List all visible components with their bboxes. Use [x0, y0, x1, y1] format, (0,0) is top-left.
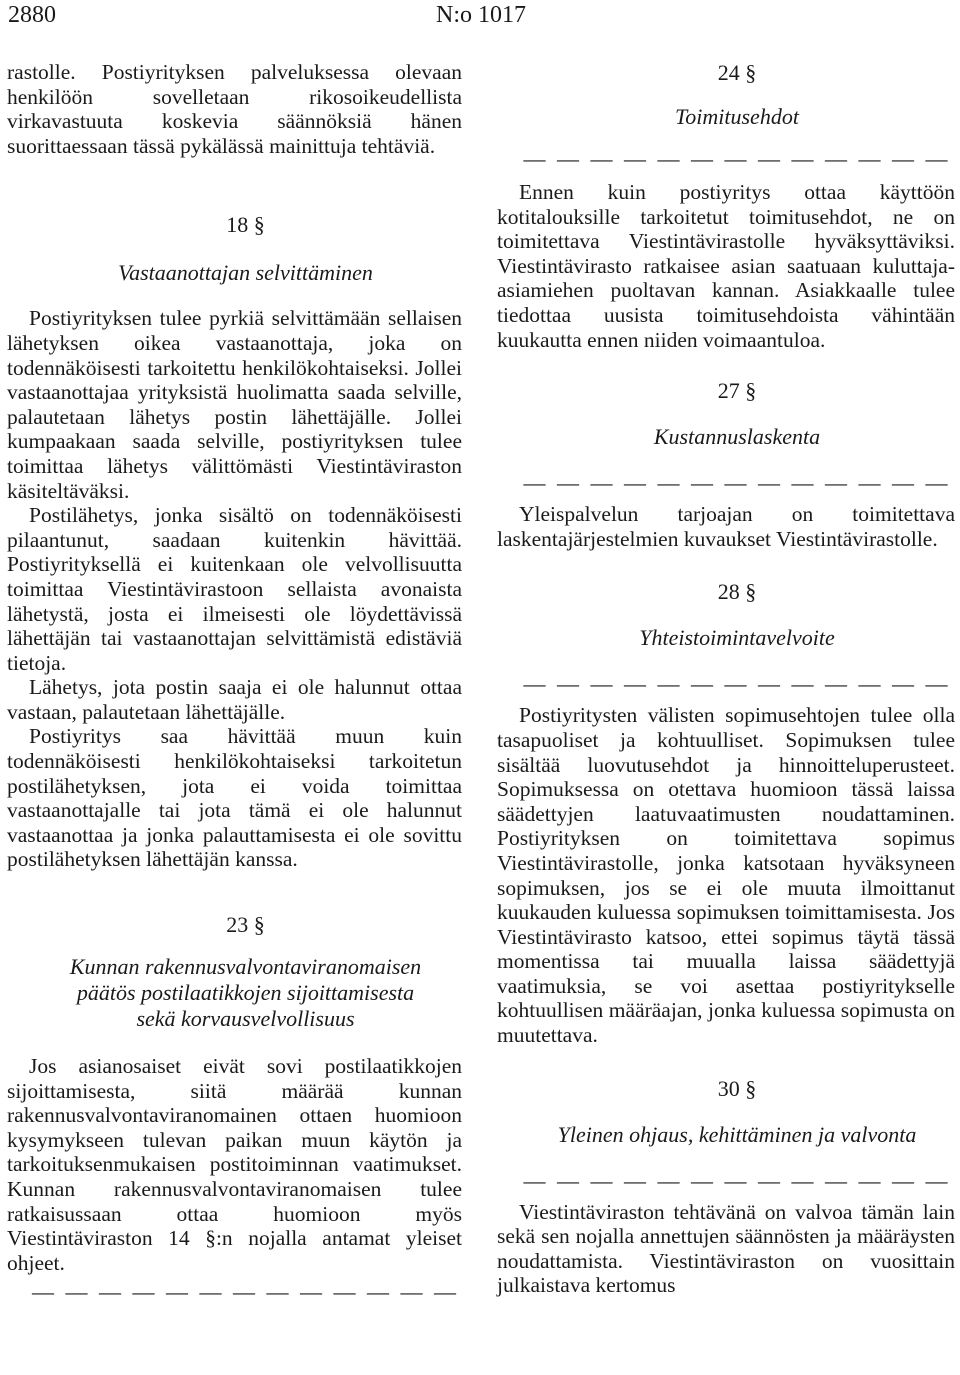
section-23-title-line-3: sekä korvausvelvollisuus: [136, 1006, 355, 1032]
left-column: [7, 60, 462, 1303]
section-30-paragraph-1: Viestintäviraston tehtävänä on valvoa tämän lain sekä sen nojalla annettujen säännösten ja määräysten noudattamista. Viestintäviraston on vuosittain julkaistava kertomus: [497, 1199, 955, 1298]
omission-dashes: — — — — — — — — — — — — —: [523, 1169, 951, 1192]
omission-dashes: — — — — — — — — — — — — —: [32, 1281, 459, 1304]
section-24-number: 24 §: [717, 60, 757, 85]
section-28-title: Yhteistoimintavelvoite: [639, 625, 835, 651]
section-24-paragraph-1: Ennen kuin postiyritys ottaa käyttöön kotitalouksille tarkoitetut toimitusehdot, ne on toimitettava Viestintävirastolle hyväksyttäviksi. Viestintävirasto ratkaisee asian saatuaan kuluttaja-asiamiehen puoltavan kannan. Asiakkaalle tulee tiedottaa uusista toimitusehdoista vähintään kuukautta ennen niiden voimaantuloa.: [497, 180, 955, 352]
section-18-title: Vastaanottajan selvittäminen: [118, 260, 373, 286]
section-18-paragraph-4: Postiyritys saa hävittää muun kuin todennäköisesti henkilökohtaiseksi tarkoitetun postilähetyksen, jota ei voida toimittaa vastaanottajalle tai jota tämä ei ole halunnut vastaanottaa ja jonka palauttamisesta ei ole sovittu postilähetyksen lähettäjän kanssa.: [7, 724, 462, 872]
section-18-number: 18 §: [226, 212, 265, 238]
section-27-number: 27 §: [717, 378, 757, 404]
section-18-paragraph-1: Postiyrityksen tulee pyrkiä selvittämään sellaisen lähetyksen oikea vastaanottaja, joka on todennäköisesti tarkoitettu henkilökohtaiseksi. Jollei vastaanottajaa yrityksistä huolimatta saada selville, palautetaan lähetys postin lähettäjälle. Jollei kumpaakaan saada selville, postiyrityksen tulee toimittaa lähetys välittömästi Viestintäviraston käsiteltäväksi.: [7, 306, 462, 503]
right-column: [497, 60, 955, 1298]
section-30-number: 30 §: [717, 1075, 757, 1101]
section-28-number: 28 §: [717, 579, 757, 605]
section-30-title: Yleinen ohjaus, kehittäminen ja valvonta: [557, 1121, 917, 1147]
section-18-paragraph-3: Lähetys, jota postin saaja ei ole halunnut ottaa vastaan, palautetaan lähettäjälle.: [7, 675, 462, 724]
omission-dashes: — — — — — — — — — — — — —: [523, 673, 951, 696]
section-23-title-line-2: päätös postilaatikkojen sijoittamisesta: [76, 980, 415, 1006]
omission-dashes: — — — — — — — — — — — — —: [523, 148, 951, 170]
page-number: 2880: [8, 2, 56, 28]
section-24-title: Toimitusehdot: [675, 104, 799, 129]
document-number: N:o 1017: [436, 2, 526, 28]
intro-paragraph: rastolle. Postiyrityksen palveluksessa olevaan henkilöön sovelletaan rikosoikeudellista virkavastuuta koskevia säännöksiä hänen suorittaessaan tässä pykälässä mainittuja tehtäviä.: [7, 60, 462, 158]
section-28-paragraph-1: Postiyritysten välisten sopimusehtojen tulee olla tasapuoliset ja kohtuulliset. Sopimuksen tulee sisältää luovutusehdot ja hinnoitteluperusteet. Sopimuksessa on otettava huomioon tässä laissa säädettyjen laatuvaatimusten noudattaminen. Postiyrityksen on toimitettava sopimus Viestintävirastolle, jonka katsotaan hyväksyneen sopimuksen, jos se ei ole muuta ilmoittanut kuukauden kuluessa sopimuksen toimittamisesta. Jos Viestintävirasto katsoo, ettei sopimus täytä tässä momentissa tai muualla laissa säädettyjä vaatimuksia, se voi asettaa postiyritykselle kohtuullisen määräajan, jonka kuluessa sopimusta on muutettava.: [497, 703, 955, 1048]
section-23-paragraph-1: Jos asianosaiset eivät sovi postilaatikkojen sijoittamisesta, siitä määrää kunnan rakennusvalvontaviranomainen ottaen huomioon kysymykseen tulevan paikan muun käytön ja tarkoituksenmukaisen postitoiminnan vaatimukset. Kunnan rakennusvalvontaviranomaisen tulee ratkaisussaan ottaa huomioon myös Viestintäviraston 14 §:n nojalla antamat yleiset ohjeet.: [7, 1054, 462, 1275]
section-27-paragraph-1: Yleispalvelun tarjoajan on toimitettava laskentajärjestelmien kuvaukset Viestintävirastolle.: [497, 502, 955, 551]
section-23-number: 23 §: [226, 912, 265, 938]
section-23-title-line-1: Kunnan rakennusvalvontaviranomaisen: [69, 954, 422, 980]
omission-dashes: — — — — — — — — — — — — —: [523, 472, 951, 495]
section-18-paragraph-2: Postilähetys, jonka sisältö on todennäköisesti pilaantunut, saadaan kuitenkin hävittää. Postiyrityksellä ei kuitenkaan ole velvollisuutta toimittaa Viestintävirastoon sellaista avonaista lähetystä, josta ei ilmeisesti ole löydettävissä lähettäjän tai vastaanottajan selvittämistä edistäviä tietoja.: [7, 503, 462, 675]
section-27-title: Kustannuslaskenta: [653, 424, 821, 450]
page-header: [8, 0, 528, 30]
